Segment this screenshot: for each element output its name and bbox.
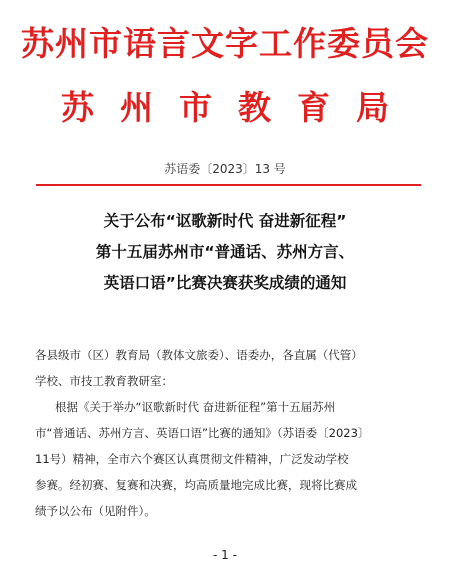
body-line: 绩予以公布（见附件）。 (35, 504, 156, 518)
notice-title (0, 206, 450, 299)
red-divider-line (36, 184, 421, 186)
body-line: 各县级市（区）教育局（教体文旅委）、语委办，各直属（代管） (35, 348, 363, 362)
title-line: 关于公布“讴歌新时代 奋进新征程” (103, 212, 347, 230)
title-line: 英语口语”比赛决赛获奖成绩的通知 (103, 274, 347, 292)
notice-body (35, 342, 420, 524)
page-number: - 1 - (213, 548, 237, 562)
body-line: 市“普通话、苏州方言、英语口语”比赛的通知》（苏语委〔2023〕 (35, 426, 370, 440)
body-line: 学校、市技工教育教研室： (35, 374, 173, 388)
body-line: 11号）精神，全市六个赛区认真贯彻文件精神，广泛发动学校 (35, 452, 349, 466)
body-line: 参赛。经初赛、复赛和决赛，均高质量地完成比赛，现将比赛成 (35, 478, 357, 492)
body-line: 根据《关于举办“讴歌新时代 奋进新征程”第十五届苏州 (55, 400, 336, 414)
document-number: 苏语委〔2023〕13 号 (164, 162, 286, 176)
title-line: 第十五届苏州市“普通话、苏州方言、 (95, 243, 355, 261)
issuer-header-committee: 苏州市语言文字工作委员会 (21, 24, 429, 63)
issuer-header-education-bureau: 苏州市教育局 (61, 88, 415, 127)
